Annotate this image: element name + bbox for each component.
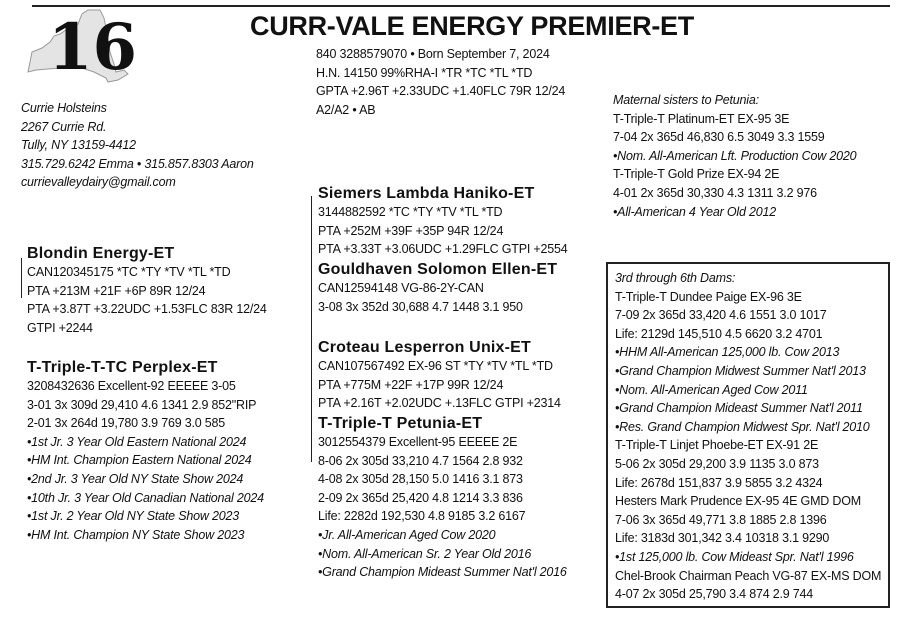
second-dam-line-2: 8-06 2x 305d 33,210 4.7 1564 2.8 932 — [318, 453, 523, 468]
dams-box-line: •Grand Champion Midwest Summer Nat'l 2013 — [615, 363, 866, 378]
second-dam-honor-2: •Nom. All-American Sr. 2 Year Old 2016 — [318, 546, 532, 561]
second-dam-block — [318, 414, 567, 582]
dam-block — [27, 358, 264, 544]
sire-block — [318, 184, 568, 259]
dam-sire-name: Croteau Lesperron Unix-ET — [318, 339, 532, 356]
sire-line-1: 3144882592 *TC *TY *TV *TL *TD — [318, 205, 503, 219]
top-rule — [32, 5, 890, 7]
dams-box-line: •Nom. All-American Aged Cow 2011 — [615, 382, 808, 397]
dam-line-1: 3208432636 Excellent-92 EEEEE 3-05 — [27, 379, 236, 393]
dam-honor-1: •1st Jr. 3 Year Old Eastern National 2024 — [27, 434, 247, 449]
sister-1-record: 7-04 2x 365d 46,830 6.5 3049 3.3 1559 — [613, 130, 825, 145]
second-dam-name: T-Triple-T Petunia-ET — [318, 415, 483, 432]
dam-name: T-Triple-T-TC Perplex-ET — [27, 359, 218, 376]
dam-line-3: 2-01 3x 264d 19,780 3.9 769 3.0 585 — [27, 416, 226, 431]
dams-box-line: Hesters Mark Prudence EX-95 4E GMD DOM — [615, 494, 861, 509]
sire-name: Siemers Lambda Haniko-ET — [318, 185, 535, 202]
dam-honor-3: •2nd Jr. 3 Year Old NY State Show 2024 — [27, 471, 244, 486]
dams-box-line: 4-07 2x 305d 25,790 3.4 874 2.9 744 — [615, 587, 814, 602]
dams-box — [606, 262, 890, 608]
dams-box-line: •1st 125,000 lb. Cow Mideast Spr. Nat'l 1996 — [615, 549, 854, 564]
second-dam-honor-3: •Grand Champion Mideast Summer Nat'l 2016 — [318, 565, 567, 580]
dams-box-line: 5-06 2x 305d 29,200 3.9 1135 3.0 873 — [615, 456, 819, 471]
dam-line-2: 3-01 3x 309d 29,410 4.6 1341 2.9 852"RIP — [27, 397, 257, 412]
dams-box-line: T-Triple-T Dundee Paige EX-96 3E — [615, 289, 802, 304]
ggsire-block — [27, 244, 267, 337]
pedigree-line-dam — [311, 346, 312, 462]
dam-sire-line-2: PTA +775M +22F +17P 99R 12/24 — [318, 377, 504, 392]
sire-line-3: PTA +3.33T +3.06UDC +1.29FLC GTPI +2554 — [318, 242, 568, 257]
animal-id-line: 840 3288579070 • Born September 7, 2024 — [316, 47, 550, 61]
dam-honor-6: •HM Int. Champion NY State Show 2023 — [27, 527, 245, 542]
sister-1-name: T-Triple-T Platinum-ET EX-95 3E — [613, 111, 790, 126]
ggsire-line-2: PTA +213M +21F +6P 89R 12/24 — [27, 283, 206, 298]
consignor-city: Tully, NY 13159-4412 — [21, 138, 136, 153]
sire-dam-line-1: CAN12594148 VG-86-2Y-CAN — [318, 281, 484, 295]
maternal-sisters-block — [613, 91, 856, 221]
dam-sire-line-1: CAN107567492 EX-96 ST *TY *TV *TL *TD — [318, 359, 553, 373]
consignor-phones: 315.729.6242 Emma • 315.857.8303 Aaron — [21, 156, 254, 171]
second-dam-line-5: Life: 2282d 192,530 4.8 9185 3.2 6167 — [318, 509, 526, 524]
dam-honor-5: •1st Jr. 2 Year Old NY State Show 2023 — [27, 509, 239, 524]
dams-box-line: T-Triple-T Linjet Phoebe-ET EX-91 2E — [615, 438, 819, 453]
sire-dam-block — [318, 260, 557, 316]
page-title: CURR-VALE ENERGY PREMIER-ET — [250, 11, 694, 41]
dams-box-line: 7-09 2x 365d 33,420 4.6 1551 3.0 1017 — [615, 308, 827, 323]
second-dam-honor-1: •Jr. All-American Aged Cow 2020 — [318, 527, 496, 542]
sister-2-name: T-Triple-T Gold Prize EX-94 2E — [613, 167, 780, 182]
ggsire-name: Blondin Energy-ET — [27, 245, 175, 262]
animal-hn-line: H.N. 14150 99%RHA-I *TR *TC *TL *TD — [316, 65, 533, 80]
maternal-sisters-heading: Maternal sisters to Petunia: — [613, 93, 759, 107]
second-dam-line-4: 2-09 2x 365d 25,420 4.8 1214 3.3 836 — [318, 490, 523, 505]
dams-box-line: Life: 2678d 151,837 3.9 5855 3.2 4324 — [615, 475, 823, 490]
dams-box-lines — [615, 288, 881, 604]
dams-box-line: Life: 2129d 145,510 4.5 6620 3.2 4701 — [615, 326, 823, 341]
consignor-email: currievalleydairy@gmail.com — [21, 175, 176, 190]
consignor-farm: Currie Holsteins — [21, 101, 107, 115]
animal-info — [316, 45, 565, 119]
lot-number: 16 — [48, 10, 138, 85]
dams-box-line: 7-06 3x 365d 49,771 3.8 1885 2.8 1396 — [615, 512, 827, 527]
dams-box-line: •Grand Champion Mideast Summer Nat'l 2011 — [615, 401, 863, 416]
dams-box-heading: 3rd through 6th Dams: — [615, 271, 736, 285]
dams-box-line: Life: 3183d 301,342 3.4 10318 3.1 9290 — [615, 531, 830, 546]
sister-2-record: 4-01 2x 365d 30,330 4.3 1311 3.2 976 — [613, 185, 817, 200]
animal-gpta-line: GPTA +2.96T +2.33UDC +1.40FLC 79R 12/24 — [316, 84, 566, 99]
ggsire-line-4: GTPI +2244 — [27, 320, 93, 335]
consignor-info — [21, 99, 254, 192]
consignor-address: 2267 Currie Rd. — [21, 119, 107, 134]
dam-sire-line-3: PTA +2.16T +2.02UDC +.13FLC GTPI +2314 — [318, 396, 561, 411]
sire-dam-line-2: 3-08 3x 352d 30,688 4.7 1448 3.1 950 — [318, 299, 523, 314]
pedigree-line-ggsire — [21, 258, 22, 298]
second-dam-line-3: 4-08 2x 305d 28,150 5.0 1416 3.1 873 — [318, 472, 523, 487]
dams-box-line: •HHM All-American 125,000 lb. Cow 2013 — [615, 345, 840, 360]
sire-dam-name: Gouldhaven Solomon Ellen-ET — [318, 261, 558, 278]
dams-box-line: Chel-Brook Chairman Peach VG-87 EX-MS DOM — [615, 568, 882, 583]
dam-honor-2: •HM Int. Champion Eastern National 2024 — [27, 453, 252, 468]
dam-sire-block — [318, 338, 561, 413]
sire-line-2: PTA +252M +39F +35P 94R 12/24 — [318, 223, 504, 238]
second-dam-line-1: 3012554379 Excellent-95 EEEEE 2E — [318, 435, 518, 449]
sister-2-honor: •All-American 4 Year Old 2012 — [613, 204, 777, 219]
ggsire-line-1: CAN120345175 *TC *TY *TV *TL *TD — [27, 265, 231, 279]
ggsire-line-3: PTA +3.87T +3.22UDC +1.53FLC 83R 12/24 — [27, 302, 267, 317]
animal-genotype-line: A2/A2 • AB — [316, 102, 376, 117]
dams-box-line: •Res. Grand Champion Midwest Spr. Nat'l 2010 — [615, 419, 870, 434]
sister-1-honor: •Nom. All-American Lft. Production Cow 2020 — [613, 148, 857, 163]
dam-honor-4: •10th Jr. 3 Year Old Canadian National 2024 — [27, 490, 264, 505]
